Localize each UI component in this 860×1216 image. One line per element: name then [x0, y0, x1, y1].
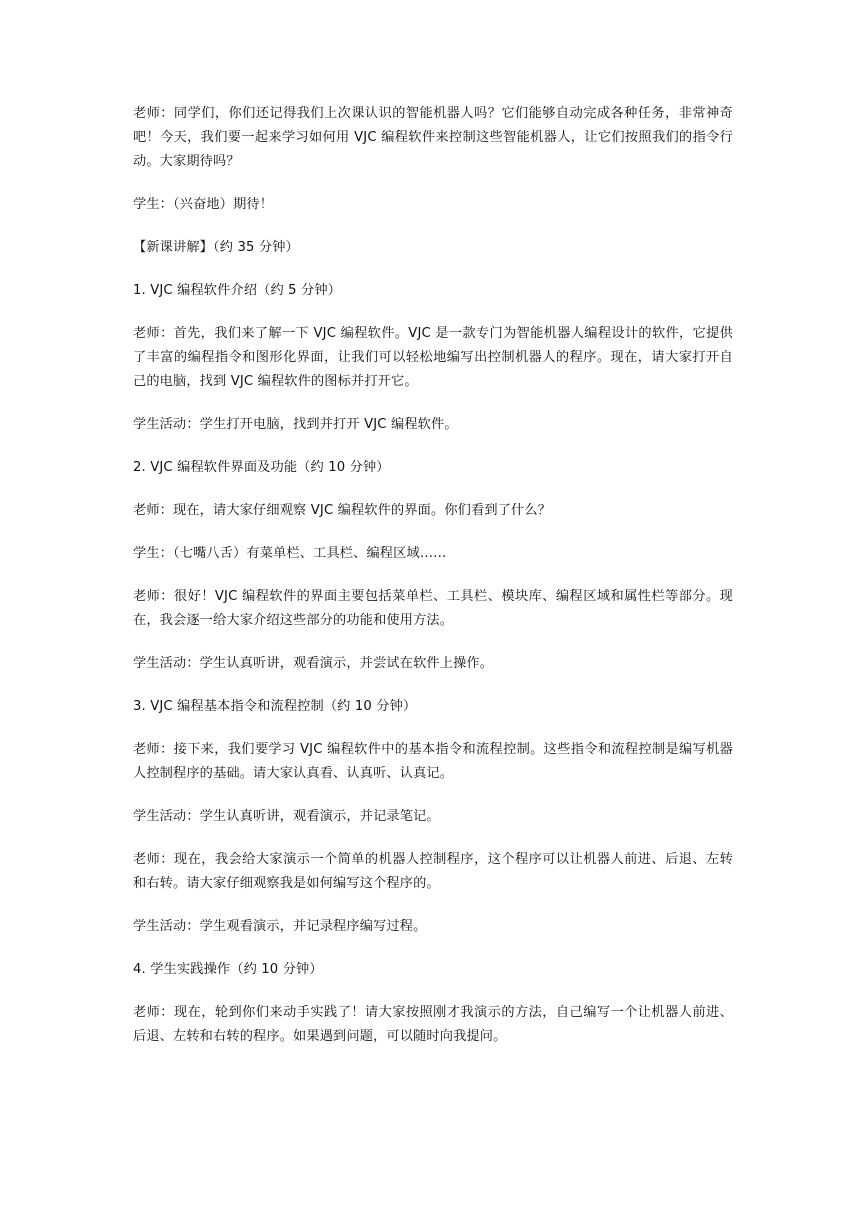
document-body	[133, 102, 733, 1068]
student-activity-take-notes: 学生活动：学生认真听讲，观看演示，并记录笔记。	[133, 809, 440, 824]
teacher-vjc-intro-paragraph: 老师：首先，我们来了解一下 VJC 编程软件。VJC 是一款专门为智能机器人编程设计的软件，它提供了丰富的编程指令和图形化界面，让我们可以轻松地编写出控制机器人的程序。现在，请大家打开自己的电脑，找到 VJC 编程软件的图标并打开它。	[133, 326, 733, 389]
teacher-interface-explanation: 老师：很好！VJC 编程软件的界面主要包括菜单栏、工具栏、模块库、编程区域和属性栏等部分。现在，我会逐一给大家介绍这些部分的功能和使用方法。	[133, 589, 733, 628]
student-activity-open-software: 学生活动：学生打开电脑，找到并打开 VJC 编程软件。	[133, 417, 458, 432]
subheading-student-practice: 4. 学生实践操作（约 10 分钟）	[133, 962, 323, 977]
teacher-basic-commands-paragraph: 老师：接下来，我们要学习 VJC 编程软件中的基本指令和流程控制。这些指令和流程控制是编写机器人控制程序的基础。请大家认真看、认真听、认真记。	[133, 742, 733, 781]
teacher-observe-interface-paragraph: 老师：现在，请大家仔细观察 VJC 编程软件的界面。你们看到了什么？	[133, 503, 552, 518]
subheading-vjc-intro: 1. VJC 编程软件介绍（约 5 分钟）	[133, 283, 342, 298]
section-heading-new-lesson: 【新课讲解】（约 35 分钟）	[133, 240, 299, 255]
subheading-vjc-interface: 2. VJC 编程软件界面及功能（约 10 分钟）	[133, 460, 390, 475]
teacher-practice-paragraph: 老师：现在，轮到你们来动手实践了！请大家按照刚才我演示的方法，自己编写一个让机器人前进、后退、左转和右转的程序。如果遇到问题，可以随时向我提问。	[133, 1005, 733, 1044]
teacher-intro-paragraph: 老师：同学们，你们还记得我们上次课认识的智能机器人吗？它们能够自动完成各种任务，非常神奇吧！今天，我们要一起来学习如何用 VJC 编程软件来控制这些智能机器人，让它们按照我们的指令行动。大家期待吗？	[133, 106, 733, 169]
student-activity-listen-operate: 学生活动：学生认真听讲，观看演示，并尝试在软件上操作。	[133, 656, 494, 671]
student-activity-watch-demo: 学生活动：学生观看演示，并记录程序编写过程。	[133, 919, 427, 934]
student-response-paragraph: 学生：（兴奋地）期待！	[133, 197, 274, 212]
subheading-basic-commands: 3. VJC 编程基本指令和流程控制（约 10 分钟）	[133, 699, 417, 714]
teacher-demo-program-paragraph: 老师：现在，我会给大家演示一个简单的机器人控制程序，这个程序可以让机器人前进、后退、左转和右转。请大家仔细观察我是如何编写这个程序的。	[133, 852, 733, 891]
student-interface-response: 学生：（七嘴八舌）有菜单栏、工具栏、编程区域……	[133, 546, 447, 561]
